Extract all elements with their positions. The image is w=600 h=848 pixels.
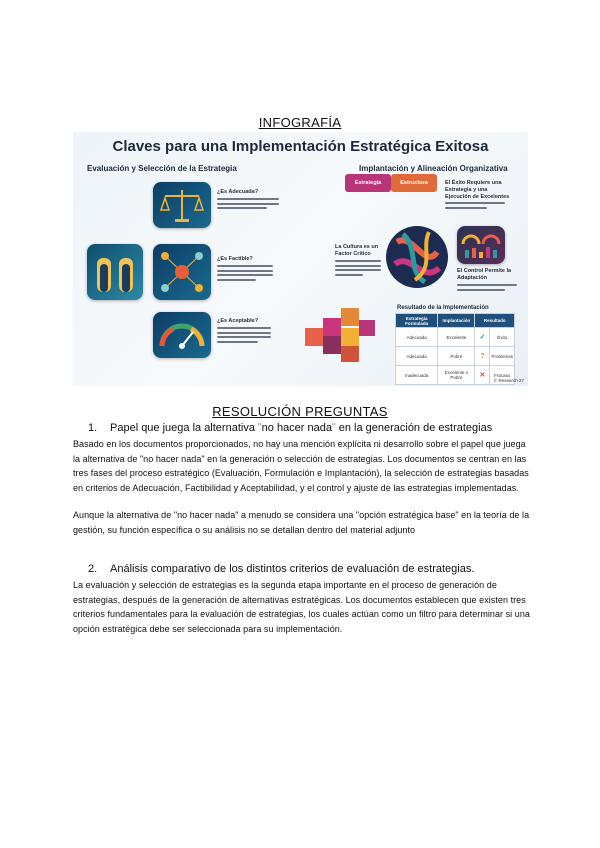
scales-icon bbox=[153, 182, 211, 228]
question-feasibility: ¿Es Factible? bbox=[217, 256, 253, 262]
text-placeholder bbox=[457, 284, 517, 293]
infographic-credit: © Research 27 bbox=[493, 378, 524, 383]
control-note: El Control Permite la Adaptación bbox=[457, 268, 512, 281]
infografia-heading: INFOGRAFÍA bbox=[258, 115, 342, 130]
culture-note: La Cultura es un Factor Crítico bbox=[335, 244, 379, 257]
text-placeholder bbox=[217, 265, 273, 283]
result-header: Implantación bbox=[438, 314, 475, 328]
table-row: Inadecuada Excelente o Pobre ✕ Fracaso bbox=[396, 366, 515, 385]
answer-1-paragraph-1: Basado en los documentos proporcionados, no hay una mención explícita ni desarrollo sobre el papel que juega la alternativa de "no hacer nada" en la generación o selección de estrategias. Los documentos se centran en las tres fases del proceso estratégico (Evaluación, Formulación e Implantación), la selección de estrategias basadas en criterios de Adecuación, Factibilidad y Aceptabilidad, y el control y ajuste de las estrategias implementadas. bbox=[73, 439, 529, 493]
question-acceptability: ¿Es Aceptable? bbox=[217, 318, 259, 324]
infographic-title: Claves para una Implementación Estratégica Exitosa bbox=[112, 138, 489, 155]
answer-1-paragraph-2: Aunque la alternativa de "no hacer nada" a menudo se considera una "opción estratégica base" en la teoría de la gestión, su función específica o su análisis no se detallan dentro del material adjunto bbox=[73, 510, 530, 535]
question-1-heading: 1. Papel que juega la alternativa ¨no hacer nada¨ en la generación de estrategias bbox=[88, 422, 493, 434]
structure-badge: Estructura bbox=[391, 174, 437, 192]
dashboard-icon bbox=[457, 226, 505, 264]
question-icon: ? bbox=[475, 347, 490, 366]
question-2-heading: 2. Análisis comparativo de los distintos criterios de evaluación de estrategias. bbox=[88, 563, 475, 575]
puzzle-blocks-icon bbox=[301, 298, 379, 366]
doorway-icon bbox=[87, 244, 143, 300]
infographic-left-subtitle: Evaluación y Selección de la Estrategia bbox=[87, 164, 237, 173]
result-title: Resultado de la Implementación bbox=[397, 305, 489, 311]
infographic-right-subtitle: Implantación y Alineación Organizativa bbox=[359, 164, 508, 173]
text-placeholder bbox=[217, 327, 271, 345]
text-placeholder bbox=[335, 260, 381, 278]
resolucion-heading: RESOLUCIÓN PREGUNTAS bbox=[212, 404, 388, 419]
strategy-badge: Estrategia bbox=[345, 174, 391, 192]
gauge-icon bbox=[153, 312, 211, 358]
network-icon bbox=[153, 244, 211, 300]
text-placeholder bbox=[445, 202, 505, 211]
text-placeholder bbox=[217, 198, 279, 212]
answer-2-paragraph: La evaluación y selección de estrategias es la segunda etapa importante en el proceso de generación de estrategias, después de la generación de alternativas estratégicas. Los documentos establecen que existen tres criterios fundamentales para la evaluación de estrategias, los cuales actúan como un filtro para determinar si una opción estratégica debe ser seleccionada para su implementación. bbox=[73, 580, 530, 634]
check-icon: ✓ bbox=[475, 328, 490, 347]
culture-swirl-icon bbox=[385, 222, 449, 292]
question-adequacy: ¿Es Adecuada? bbox=[217, 189, 259, 195]
result-header: Resultado bbox=[475, 314, 515, 328]
infographic-image bbox=[73, 132, 528, 386]
result-header: Estrategia Formulada bbox=[396, 314, 438, 328]
cross-icon: ✕ bbox=[475, 366, 490, 385]
result-table bbox=[395, 313, 515, 385]
table-row: Adecuada Pobre ? Problemas bbox=[396, 347, 515, 366]
success-note: El Éxito Requiere una Estrategia y una Ejecución de Excelentes bbox=[445, 180, 510, 200]
table-row: Adecuada Excelente ✓ Éxito bbox=[396, 328, 515, 347]
